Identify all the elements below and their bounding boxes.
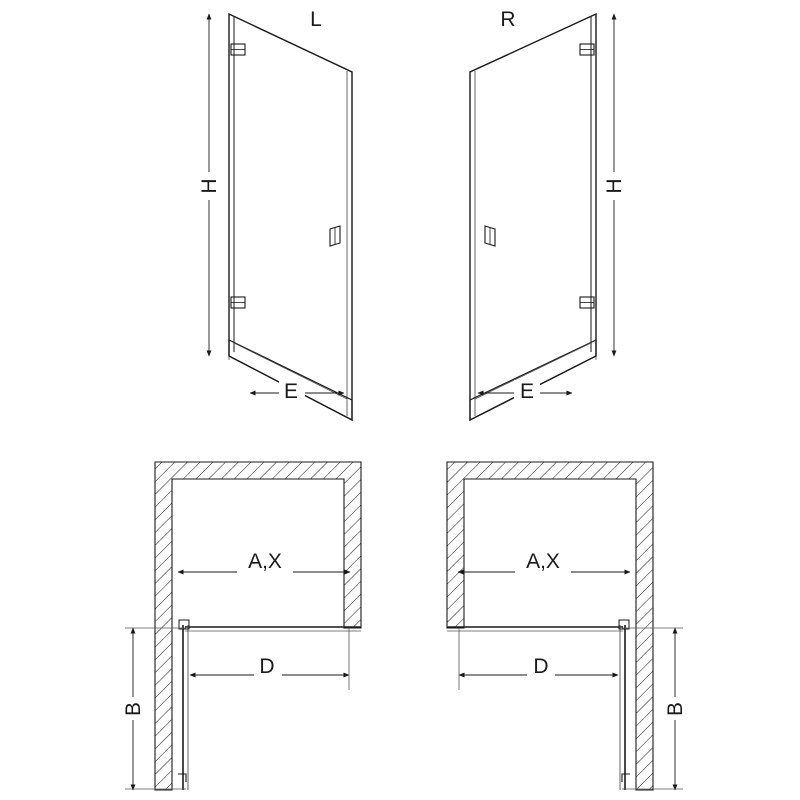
plan-right-door-handle [622, 774, 630, 782]
elevation-left-glass-panel [229, 14, 352, 420]
plan-right-wall-hatched [447, 462, 653, 790]
plan-right-dim-d-label: D [533, 655, 549, 678]
elevation-left-handle [330, 226, 340, 246]
plan-left-dim-d-label: D [259, 655, 275, 678]
plan-left-door-handle [178, 774, 186, 782]
plan-left-view [122, 462, 361, 790]
plan-right-view [447, 462, 687, 790]
plan-right-dim-ax-label: A,X [526, 550, 560, 573]
variant-label-r: R [500, 8, 516, 31]
elevation-left-dim-e-label: E [283, 380, 299, 403]
elevation-right-dim-e-label: E [519, 380, 535, 403]
elevation-left-dim-h-label: H [198, 178, 221, 194]
plan-left-dim-b-label: B [122, 701, 145, 717]
elevation-left-hinge-top [231, 44, 245, 55]
elevation-right-dim-h-label: H [603, 178, 626, 194]
plan-left-dim-ax-label: A,X [248, 550, 282, 573]
plan-right-dim-b-label: B [664, 701, 687, 717]
elevation-left-hinge-bottom [231, 297, 245, 308]
elevation-right-view [470, 8, 626, 420]
elevation-right-hinge-top [580, 44, 594, 55]
variant-label-l: L [310, 8, 322, 31]
elevation-right-handle [485, 226, 495, 246]
elevation-left-view [198, 8, 352, 420]
plan-left-wall-hatched [155, 462, 361, 790]
elevation-right-hinge-bottom [580, 297, 594, 308]
elevation-right-glass-panel [470, 14, 596, 420]
